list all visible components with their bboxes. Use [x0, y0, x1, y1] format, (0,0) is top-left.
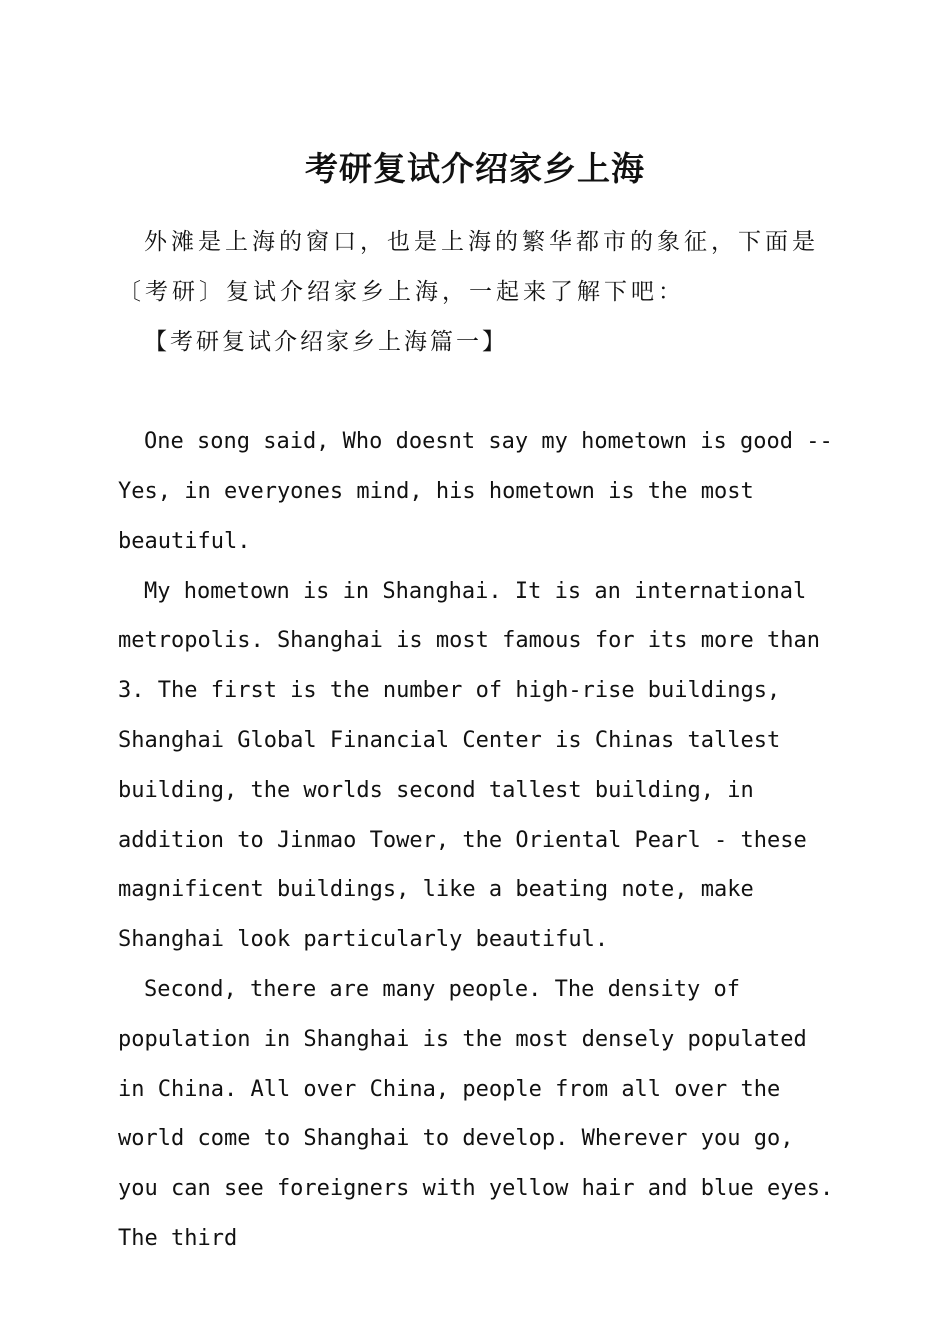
- body-paragraph-2: My hometown is in Shanghai. It is an international metropolis. Shanghai is most famous for its more than 3. The first is the number of high-rise buildings, Shanghai Global Financial Center is Chinas tallest building, the worlds second tallest building, in addition to Jinmao Tower, the Oriental Pearl - these magnificent buildings, like a beating note, make Shanghai look particularly beautiful.: [118, 578, 820, 953]
- section-heading: 【考研复试介绍家乡上海篇一】: [144, 328, 508, 355]
- document-body: [118, 218, 836, 1264]
- body-paragraph-1: One song said, Who doesnt say my hometown is good -- Yes, in everyones mind, his hometown is the most beautiful.: [118, 429, 833, 554]
- blank-line: [118, 367, 836, 417]
- intro-paragraph: 外滩是上海的窗口，也是上海的繁华都市的象征，下面是〔考研〕复试介绍家乡上海，一起来了解下吧：: [118, 229, 819, 305]
- document-title: 考研复试介绍家乡上海: [305, 149, 645, 188]
- body-paragraph-3: Second, there are many people. The density of population in Shanghai is the most densely populated in China. All over China, people from all over the world come to Shanghai to develop. Wherever you go, you can see foreigners with yellow hair and blue eyes. The third: [118, 976, 834, 1251]
